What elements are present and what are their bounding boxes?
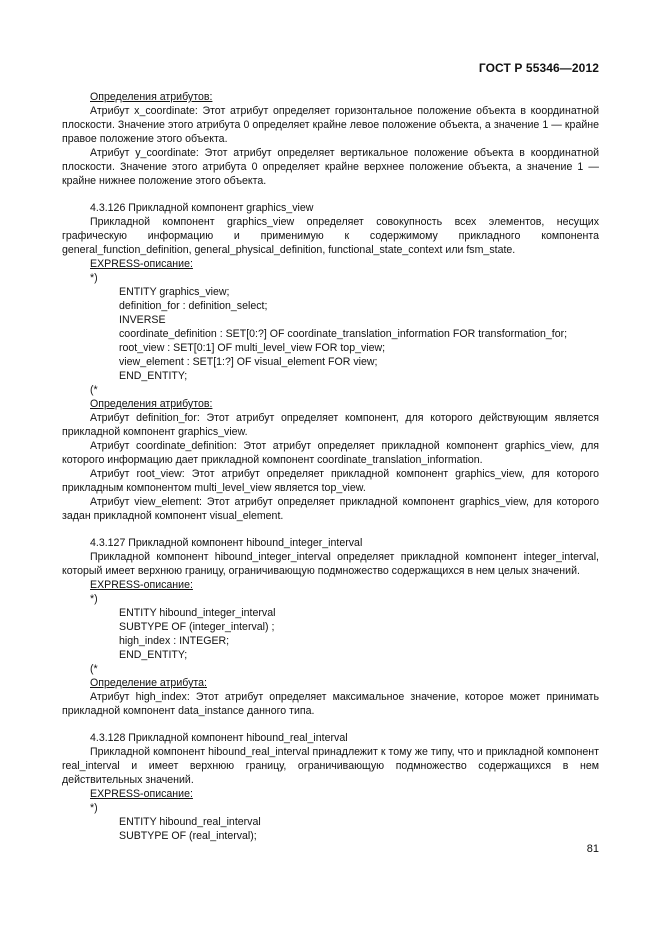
spacer	[62, 523, 599, 536]
express-heading: EXPRESS-описание:	[90, 579, 193, 591]
attribute-definition: Атрибут x_coordinate: Этот атрибут определяет горизонтальное положение объекта в координатной плоскости. Значение этого атрибута 0 определяет крайне левое положение объекта, а значение 1 — крайне правое положение этого объекта.	[62, 105, 599, 145]
section-title: 4.3.127 Прикладной компонент hibound_integer_interval	[90, 537, 363, 549]
code-line: definition_for : definition_select;	[119, 300, 268, 312]
attribute-definition: Атрибут coordinate_definition: Этот атрибут определяет прикладной компонент graphics_view, для которого информацию дает прикладной компонент coordinate_translation_information.	[62, 440, 599, 466]
section-title: 4.3.126 Прикладной компонент graphics_view	[90, 202, 314, 214]
page-number: 81	[586, 843, 599, 855]
code-line: ENTITY hibound_real_interval	[119, 816, 261, 828]
attribute-definition: Атрибут definition_for: Этот атрибут определяет компонент, для которого действующим является прикладной компонент graphics_view.	[62, 412, 599, 438]
attribute-definition: Атрибут y_coordinate: Этот атрибут определяет вертикальное положение объекта в координатной плоскости. Значение этого атрибута 0 определяет крайне верхнее положение объекта, а значение 1 — крайне нижнее положение этого объекта.	[62, 147, 599, 187]
page-content	[62, 90, 599, 843]
spacer	[62, 188, 599, 201]
attribute-definition: Атрибут high_index: Этот атрибут определяет максимальное значение, которое может принимать прикладной компонент data_instance данного типа.	[62, 691, 599, 717]
attribute-definition: Атрибут root_view: Этот атрибут определяет прикладной компонент graphics_view, для которого прикладным компонентом multi_level_view является top_view.	[62, 468, 599, 494]
express-close: (*	[90, 663, 98, 675]
express-close: (*	[90, 384, 98, 396]
code-line: END_ENTITY;	[119, 370, 188, 382]
code-line: ENTITY hibound_integer_interval	[119, 607, 276, 619]
express-open: *)	[90, 593, 98, 605]
express-heading: EXPRESS-описание:	[90, 258, 193, 270]
code-line: root_view : SET[0:1] OF multi_level_view FOR top_view;	[119, 342, 386, 354]
code-line: END_ENTITY;	[119, 649, 188, 661]
code-line: coordinate_definition : SET[0:?] OF coordinate_translation_information FOR transformation_for;	[119, 328, 568, 340]
code-line: SUBTYPE OF (integer_interval) ;	[119, 621, 275, 633]
express-open: *)	[90, 272, 98, 284]
attribute-definitions-heading: Определения атрибутов:	[90, 398, 213, 410]
express-open: *)	[90, 802, 98, 814]
section-intro: Прикладной компонент graphics_view определяет совокупность всех элементов, несущих графическую информацию и применимую к содержимому прикладного компонента general_function_definition, general_physical_definition, functional_state_context или fsm_state.	[62, 216, 599, 256]
attribute-definitions-heading: Определения атрибутов:	[90, 91, 213, 103]
code-line: INVERSE	[119, 314, 166, 326]
attribute-definition: Атрибут view_element: Этот атрибут определяет прикладной компонент graphics_view, для которого задан прикладной компонент visual_element.	[62, 496, 599, 522]
section-intro: Прикладной компонент hibound_real_interval принадлежит к тому же типу, что и прикладной компонент real_interval и имеет верхнюю границу, ограничивающую подмножество содержащихся в нем действительных значений.	[62, 746, 599, 786]
attribute-definition-heading: Определение атрибута:	[90, 677, 207, 689]
code-line: ENTITY graphics_view;	[119, 286, 230, 298]
section-intro: Прикладной компонент hibound_integer_interval определяет прикладной компонент integer_interval, который имеет верхнюю границу, ограничивающую подмножество содержащихся в нем целых значений.	[62, 551, 599, 577]
section-title: 4.3.128 Прикладной компонент hibound_real_interval	[90, 732, 348, 744]
document-code: ГОСТ Р 55346—2012	[478, 61, 599, 75]
spacer	[62, 718, 599, 731]
code-line: high_index : INTEGER;	[119, 635, 230, 647]
express-heading: EXPRESS-описание:	[90, 788, 193, 800]
code-line: view_element : SET[1:?] OF visual_element FOR view;	[119, 356, 378, 368]
code-line: SUBTYPE OF (real_interval);	[119, 830, 257, 842]
